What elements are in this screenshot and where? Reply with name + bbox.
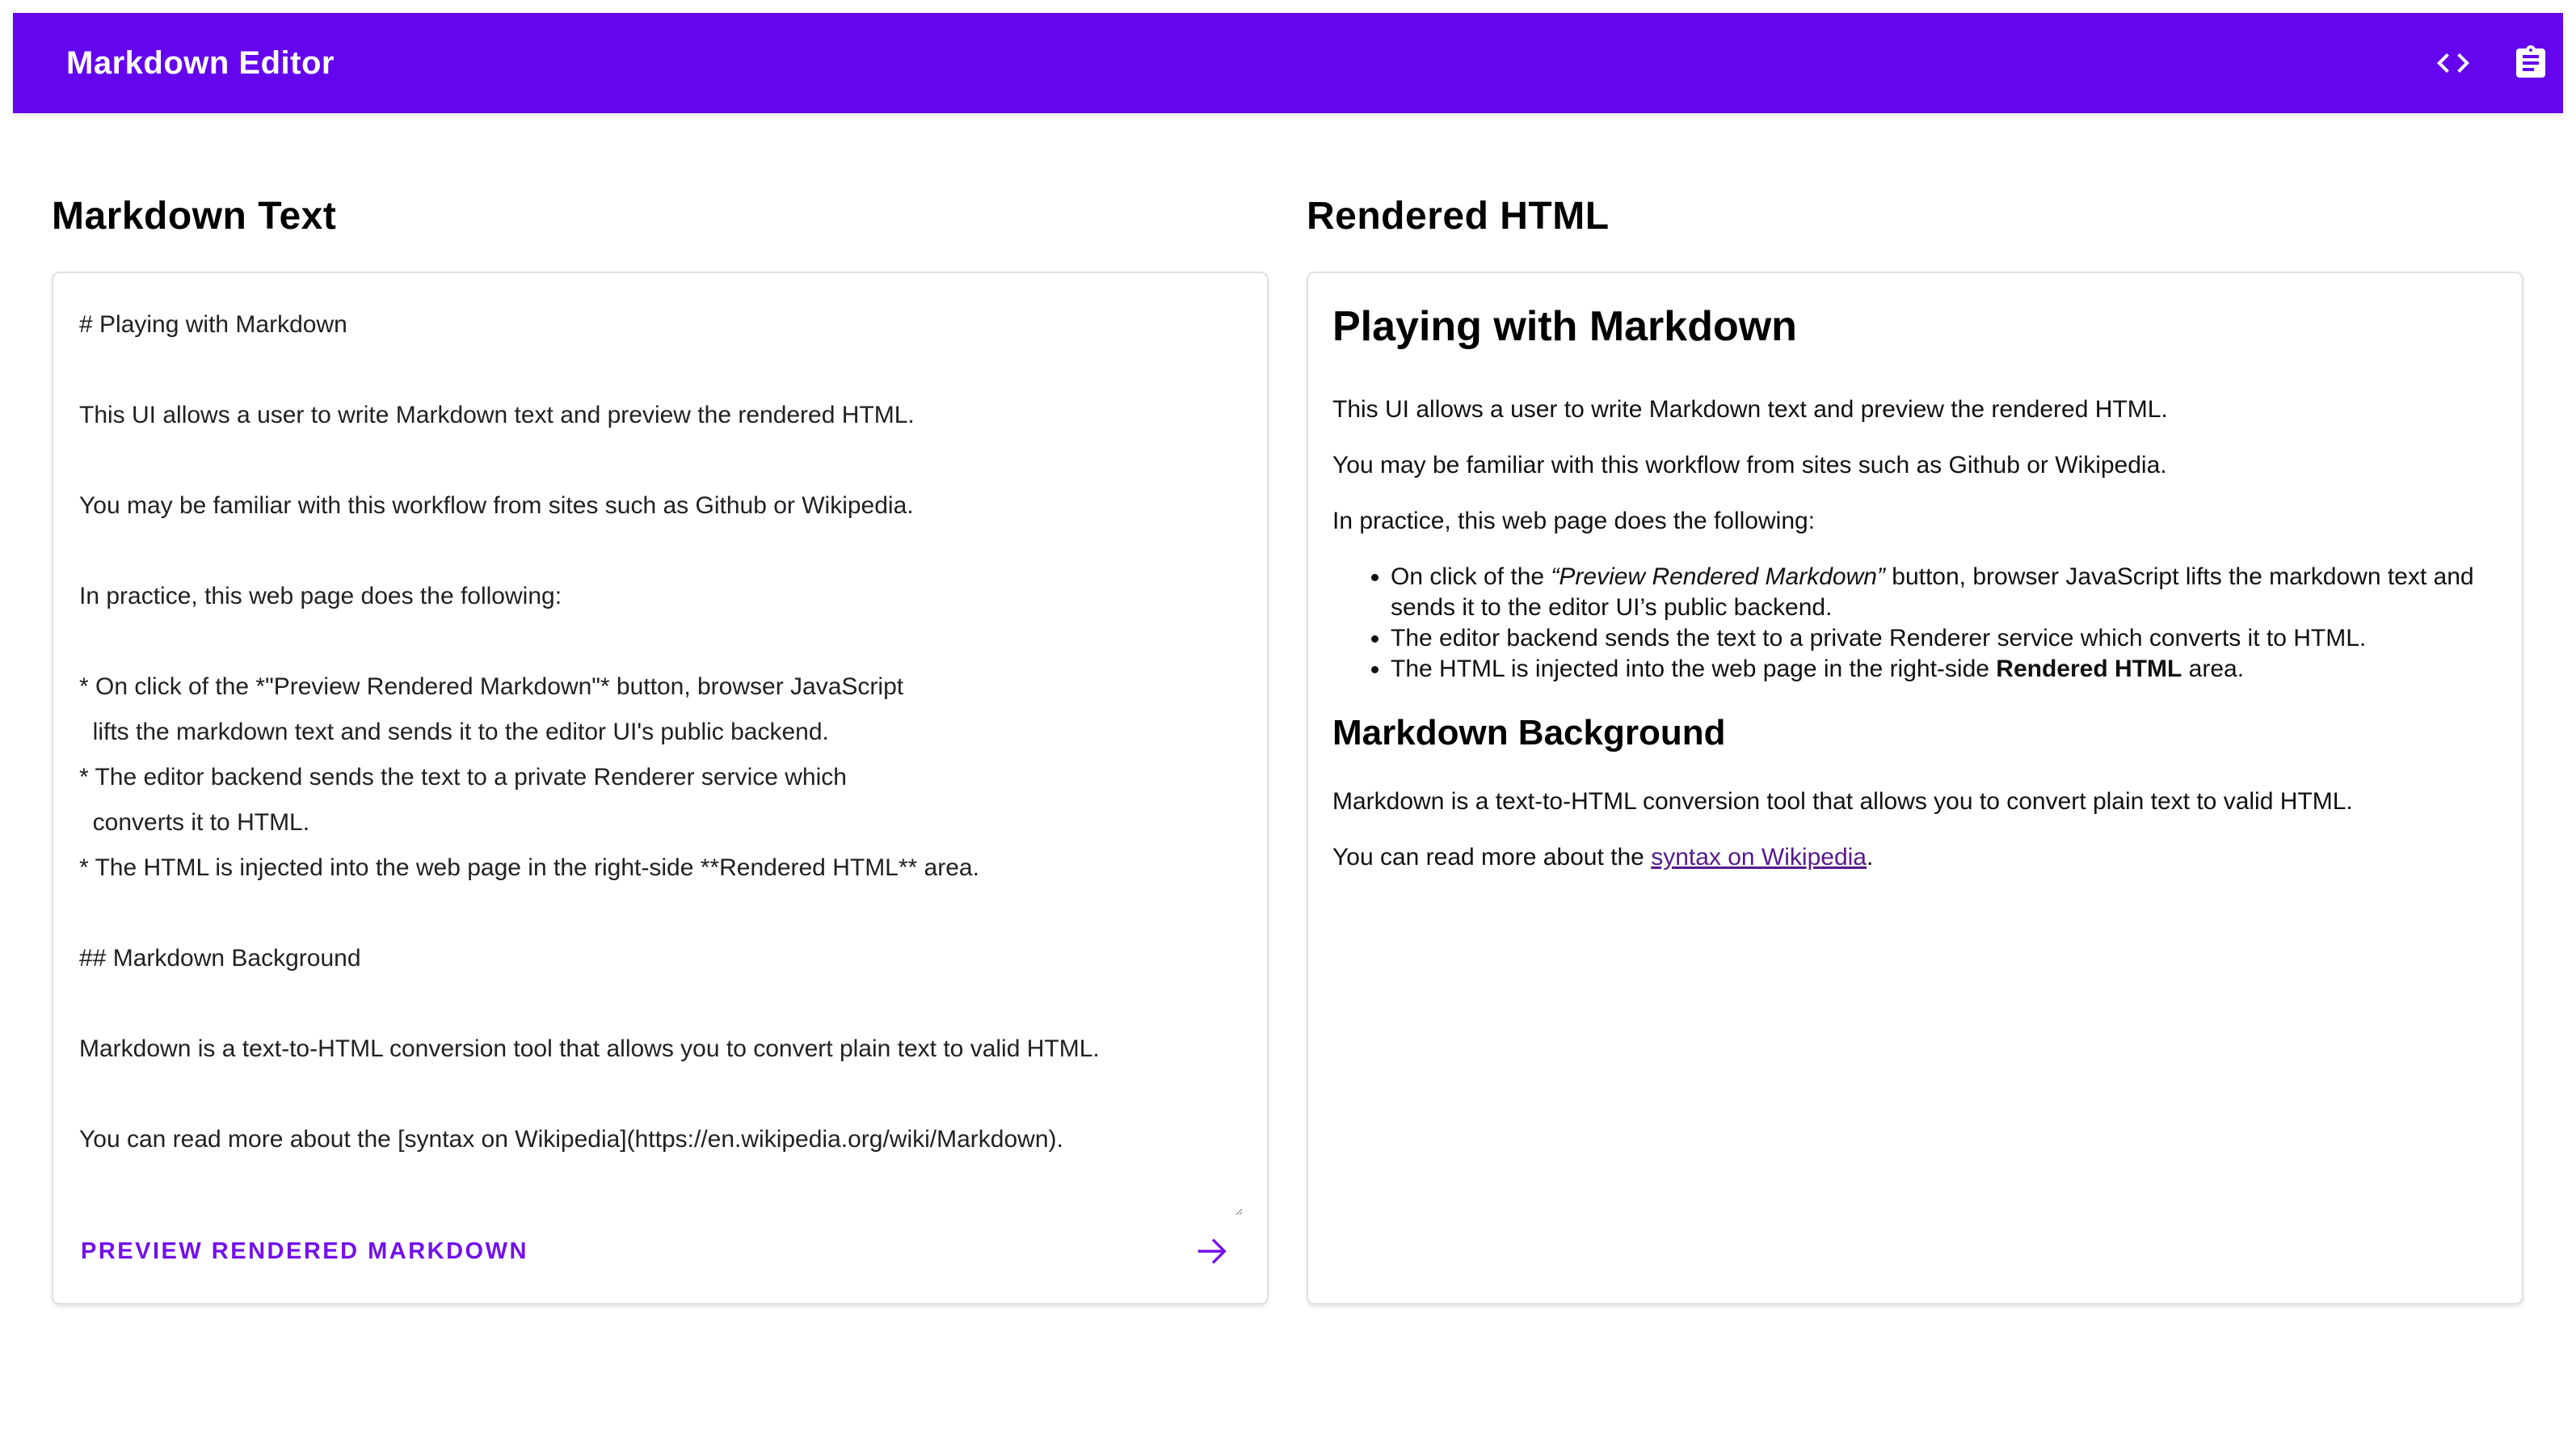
rendered-html-heading: Rendered HTML xyxy=(1307,195,1610,238)
preview-rendered-markdown-button[interactable]: PREVIEW RENDERED MARKDOWN xyxy=(78,1238,528,1265)
clipboard-icon-glyph xyxy=(2511,44,2550,82)
rendered-html-section xyxy=(1307,113,2523,1305)
arrow-forward-icon[interactable] xyxy=(1191,1230,1233,1272)
clipboard-icon[interactable] xyxy=(2511,44,2550,82)
rendered-h1: Playing with Markdown xyxy=(1332,303,1797,350)
rendered-bullet-list xyxy=(1332,562,2498,685)
rendered-h2: Markdown Background xyxy=(1332,713,1726,753)
editor-button-row xyxy=(78,1225,1243,1277)
rendered-paragraph: Markdown is a text-to-HTML conversion tool that allows you to convert plain text to valid HTML. xyxy=(1332,788,2353,815)
rendered-paragraph: This UI allows a user to write Markdown text and preview the rendered HTML. xyxy=(1332,396,2168,423)
markdown-editor-card xyxy=(52,272,1269,1305)
arrow-forward-glyph xyxy=(1191,1230,1233,1272)
syntax-on-wikipedia-link[interactable]: syntax on Wikipedia xyxy=(1651,844,1867,871)
rendered-html-card xyxy=(1307,272,2523,1305)
list-item: • The HTML is injected into the web page in the right-side Rendered HTML area. xyxy=(1391,654,2498,685)
list-item: • On click of the “Preview Rendered Markdown” button, browser JavaScript lifts the markdown text and sends it to the editor UI’s public backend. xyxy=(1391,562,2498,623)
rendered-paragraph-with-link: You can read more about the syntax on Wikipedia. xyxy=(1332,844,1874,871)
main-content xyxy=(0,113,2576,1305)
app-title: Markdown Editor xyxy=(66,44,335,81)
markdown-text-heading: Markdown Text xyxy=(52,195,337,238)
code-icon-glyph xyxy=(2434,44,2473,82)
app-bar-actions xyxy=(2434,44,2550,82)
markdown-input[interactable] xyxy=(78,297,1243,1216)
markdown-text-section xyxy=(52,113,1269,1305)
code-icon[interactable] xyxy=(2434,44,2473,82)
app-bar xyxy=(13,13,2563,113)
list-item: • The editor backend sends the text to a private Renderer service which converts it to HTML. xyxy=(1391,623,2498,654)
rendered-paragraph: You may be familiar with this workflow from sites such as Github or Wikipedia. xyxy=(1332,452,2167,479)
rendered-paragraph: In practice, this web page does the following: xyxy=(1332,508,1816,534)
